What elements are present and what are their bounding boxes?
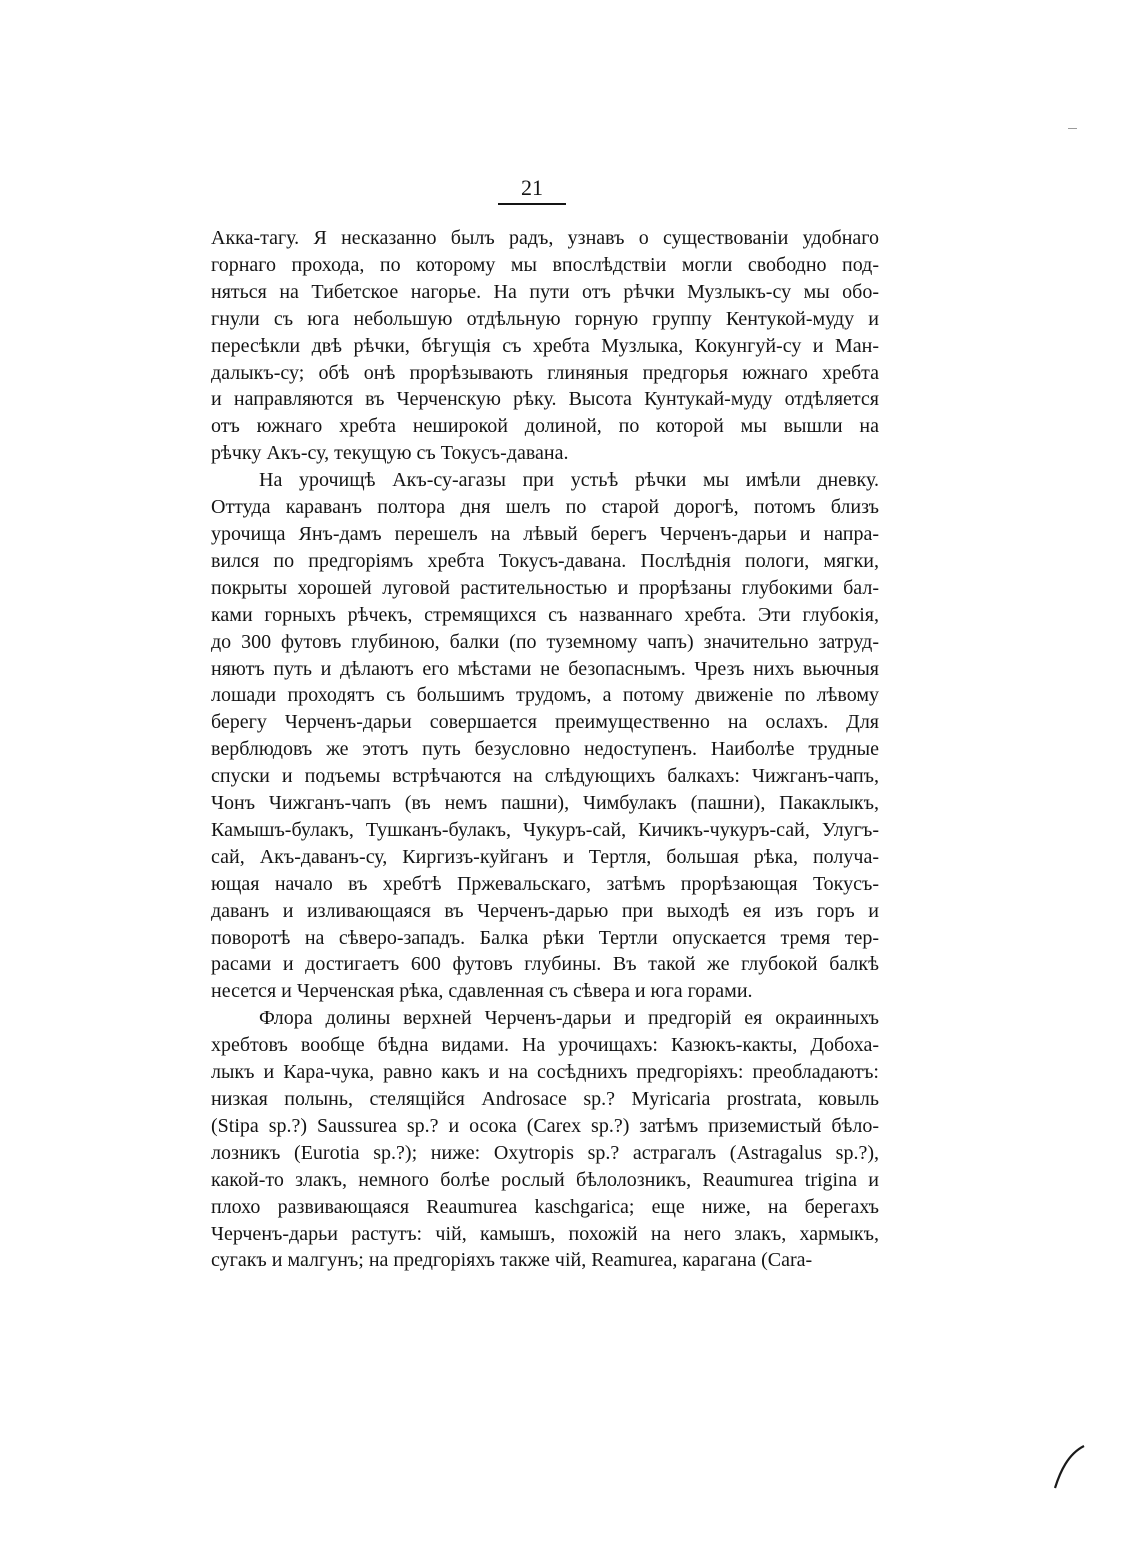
scan-mark — [1068, 128, 1077, 129]
text-line: плохо развивающаяся Reaumurea kaschgarica; еще ниже, на берегахъ — [211, 1195, 879, 1218]
text-line: спуски и подъемы встрѣчаются на слѣдующихъ балкахъ: Чижганъ-чапъ, — [211, 765, 879, 788]
text-line: (Stipa sp.?) Saussurea sp.? и осока (Carex sp.?) затѣмъ приземистый бѣло- — [211, 1114, 879, 1137]
text-line: какой-то злакъ, немного болѣе рослый бѣлолозникъ, Reaumurea trigina и — [211, 1168, 879, 1191]
text-line: урочища Янъ-дамъ перешелъ на лѣвый берегъ Черченъ-дарьи и напра- — [211, 522, 879, 545]
text-line: низкая полынь, стелящійся Androsace sp.? Myricaria prostrata, ковыль — [211, 1088, 879, 1110]
text-line: Флора долины верхней Черченъ-дарьи и предгорій ея окраинныхъ — [259, 1007, 879, 1030]
text-line: сай, Акъ-даванъ-су, Киргизъ-куйганъ и Тертля, большая рѣка, получа- — [211, 845, 879, 868]
text-line: Камышъ-булакъ, Тушканъ-булакъ, Чукуръ-сай, Кичикъ-чукуръ-сай, Улугъ- — [211, 818, 879, 841]
text-line: сугакъ и малгунъ; на предгоріяхъ также чій, Reamurea, карагана (Cara- — [211, 1249, 813, 1272]
text-line: лозникъ (Eurotia sp.?); ниже: Oxytropis sp.? астрагалъ (Astragalus sp.?), — [211, 1141, 879, 1164]
text-line: рѣчку Акъ-су, текущую съ Токусъ-давана. — [211, 442, 569, 465]
text-line: и направляются въ Черченскую рѣку. Высота Кунтукай-муду отдѣляется — [211, 388, 879, 411]
text-line: лошади проходятъ съ большимъ трудомъ, а потому движеніе по лѣвому — [211, 684, 879, 707]
text-line: На урочищѣ Акъ-су-агазы при устьѣ рѣчки мы имѣли дневку. — [259, 469, 879, 492]
text-line: хребтовъ вообще бѣдна видами. На урочищахъ: Казюкъ-какты, Добоха- — [211, 1034, 879, 1057]
text-line: гнули съ юга небольшую отдѣльную горную группу Кентукой-муду и — [211, 307, 879, 330]
text-line: даванъ и изливающаяся въ Черченъ-дарью при выходѣ ея изъ горъ и — [211, 899, 879, 922]
text-line: лыкъ и Кара-чука, равно какъ и на сосѣднихъ предгоріяхъ: преобладаютъ: — [211, 1061, 879, 1084]
text-line: покрыты хорошей луговой растительностью и прорѣзаны глубокими бал- — [211, 576, 879, 599]
text-line: ющая начало въ хребтѣ Пржевальскаго, затѣмъ прорѣзающая Токусъ- — [211, 872, 879, 895]
text-line: Оттуда караванъ полтора дня шелъ по старой дорогѣ, потомъ близъ — [211, 496, 879, 519]
text-line: Акка-тагу. Я несказанно былъ радъ, узнавъ о существованіи удобнаго — [211, 227, 879, 249]
text-line: ками горныхъ рѣчекъ, стремящихся съ названнаго хребта. Эти глубокія, — [211, 603, 879, 626]
corner-pencil-mark — [1052, 1442, 1086, 1492]
text-line: расами и достигаетъ 600 футовъ глубины. Въ такой же глубокой балкѣ — [211, 953, 879, 976]
text-line: Чонъ Чижганъ-чапъ (въ немъ пашни), Чимбулакъ (пашни), Пакаклыкъ, — [211, 792, 879, 815]
text-line: верблюдовъ же этотъ путь безусловно недоступенъ. Наиболѣе трудные — [211, 738, 879, 761]
text-line: няютъ путь и дѣлаютъ его мѣстами не безопаснымъ. Чрезъ нихъ вьючныя — [211, 657, 879, 680]
text-line: далыкъ-су; обѣ онѣ прорѣзывають глиняныя предгорья южнаго хребта — [211, 361, 879, 384]
text-line: няться на Тибетское нагорье. На пути отъ рѣчки Музлыкъ-су мы обо- — [211, 280, 879, 303]
text-line: до 300 футовъ глубиною, балки (по туземному чапъ) значительно затруд- — [211, 630, 879, 653]
text-line: несется и Черченская рѣка, сдавленная съ сѣвера и юга горами. — [211, 980, 753, 1003]
text-line: отъ южнаго хребта неширокой долиной, по которой мы вышли на — [211, 415, 879, 438]
text-line: пересѣкли двѣ рѣчки, бѣгущія съ хребта Музлыка, Кокунгуй-су и Ман- — [211, 334, 879, 357]
text-line: поворотѣ на сѣверо-западъ. Балка рѣки Тертли опускается тремя тер- — [211, 926, 879, 949]
page-number: 21 — [521, 175, 543, 200]
text-line: вился по предгоріямъ хребта Токусъ-давана. Послѣднія пологи, мягки, — [211, 549, 879, 572]
text-line: горнаго прохода, по которому мы впослѣдствіи могли свободно под- — [211, 253, 879, 276]
page-number-rule — [498, 203, 566, 205]
text-line: берегу Черченъ-дарьи совершается преимущественно на ослахъ. Для — [211, 711, 879, 734]
text-line: Черченъ-дарьи растутъ: чій, камышъ, похожій на него злакъ, хармыкъ, — [211, 1222, 879, 1245]
body-text — [211, 225, 879, 1274]
